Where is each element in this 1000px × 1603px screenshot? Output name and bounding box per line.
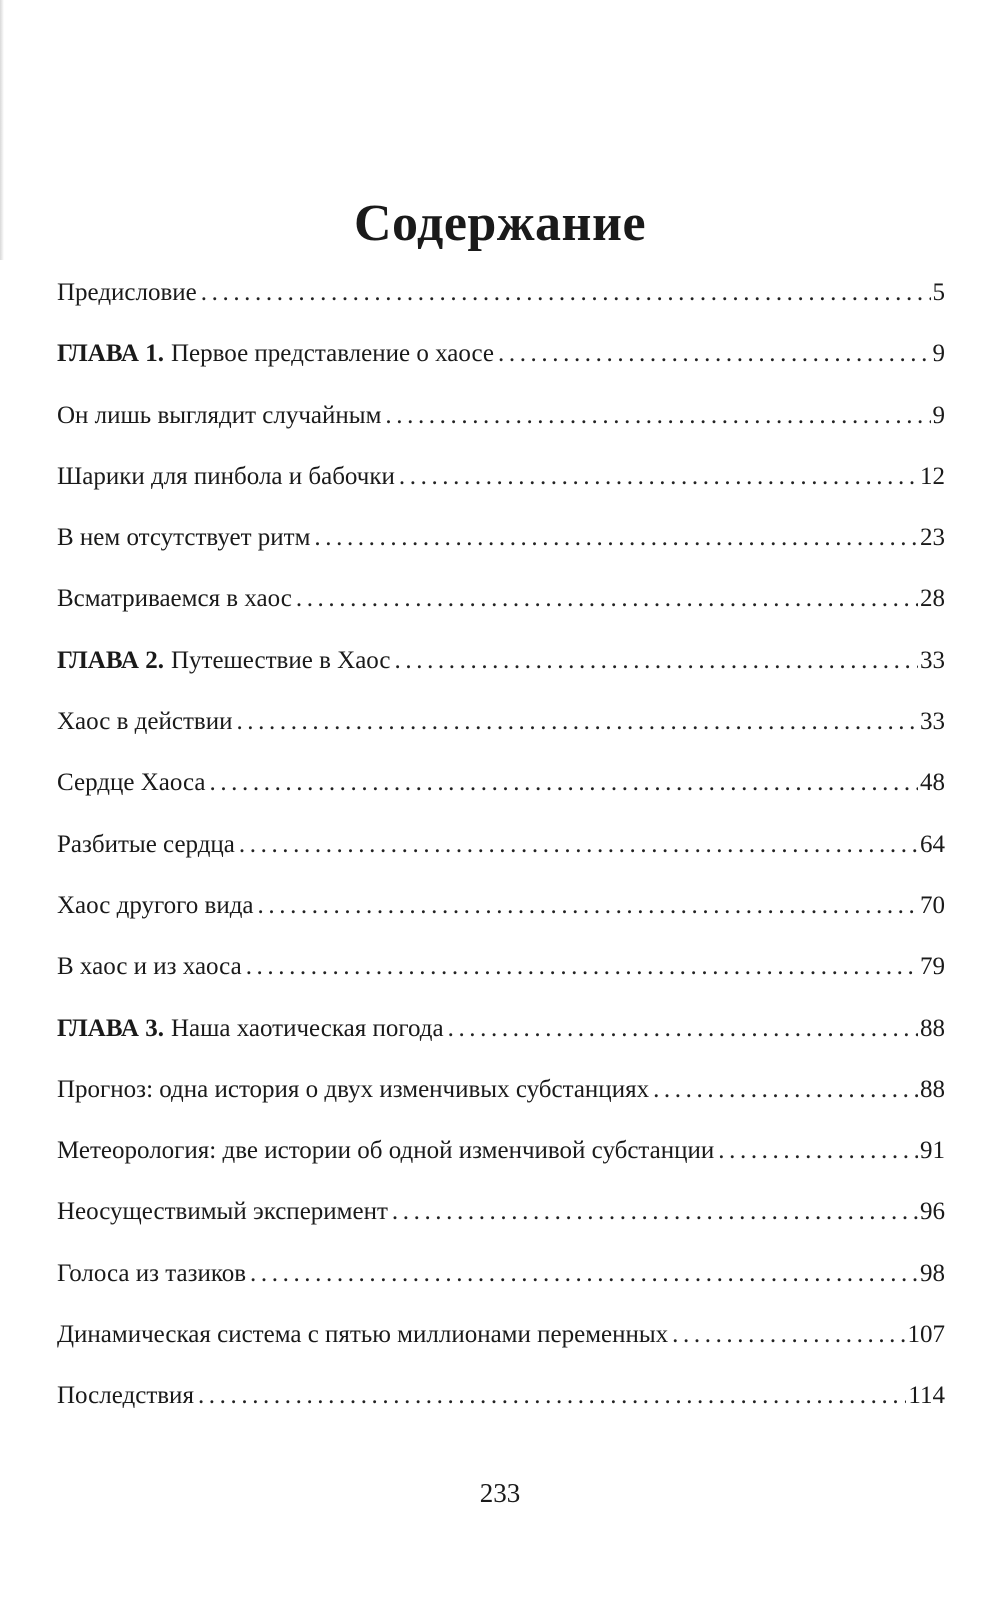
toc-entry-title: В хаос и из хаоса [57,953,242,981]
dot-leader [653,1075,918,1105]
toc-entry-title: Динамическая система с пятью миллионами переменных [57,1321,669,1349]
toc-entry-text [57,1136,714,1166]
toc-entry-text [57,1320,668,1350]
toc-entry[interactable] [57,1381,945,1442]
toc-entry[interactable] [57,462,945,523]
toc-page-number: 96 [920,1198,945,1226]
page-folio-number: 233 [479,1478,521,1508]
toc-entry-title: Он лишь выглядит случайным [57,401,382,429]
toc-entry-title: Последствия [57,1382,194,1410]
toc-page-number: 107 [907,1321,945,1349]
dot-leader [314,523,918,553]
dot-leader [296,584,918,614]
toc-entry[interactable] [57,1197,945,1258]
toc-page-number: 12 [920,462,945,490]
toc-entry-title: Сердце Хаоса [57,769,206,797]
toc-entry[interactable] [57,952,945,1013]
toc-page-number: 88 [920,1014,945,1042]
dot-leader [250,1259,918,1289]
toc-page-number: 64 [920,830,945,858]
dot-leader [239,830,918,860]
table-of-contents [57,278,945,1443]
toc-entry-title: Разбитые сердца [57,830,235,858]
toc-entry[interactable] [57,278,945,339]
chapter-label: ГЛАВА 3. [57,1014,164,1042]
toc-page-number: 114 [908,1382,945,1410]
dot-leader [258,891,918,921]
toc-entry-title: Путешествие в Хаос [170,646,391,674]
toc-entry-text [57,1381,194,1411]
toc-entry[interactable] [57,1320,945,1381]
toc-entry-title: Первое представление о хаосе [170,340,494,368]
toc-entry[interactable] [57,523,945,584]
chapter-label: ГЛАВА 1. [57,340,164,368]
toc-page-number: 79 [920,953,945,981]
toc-page-number: 28 [920,585,945,613]
toc-chapter-entry[interactable] [57,1014,945,1075]
toc-chapter-entry[interactable] [57,339,945,400]
toc-entry-text [57,1259,246,1289]
toc-entry-text [57,1014,444,1044]
toc-entry[interactable] [57,401,945,462]
toc-entry-text [57,1197,388,1227]
toc-entry[interactable] [57,1136,945,1197]
toc-entry-title: Предисловие [57,279,197,306]
toc-entry-text [57,523,310,553]
page-title: Содержание [353,194,647,252]
toc-entry[interactable] [57,891,945,952]
toc-entry-title: Неосуществимый эксперимент [57,1198,388,1226]
toc-entry[interactable] [57,830,945,891]
toc-entry[interactable] [57,768,945,829]
toc-page-number: 48 [920,769,945,797]
dot-leader [718,1136,918,1166]
toc-entry-text [57,278,197,308]
toc-page-number: 9 [932,401,945,429]
toc-entry-text [57,891,254,921]
toc-entry-title: Наша хаотическая погода [170,1014,444,1042]
toc-entry-text [57,462,395,492]
toc-page-number: 98 [920,1259,945,1287]
dot-leader [399,462,918,492]
dot-leader [198,1381,906,1411]
dot-leader [385,401,930,431]
toc-page-number: 70 [920,891,945,919]
toc-entry-text [57,768,205,798]
toc-entry-title: Шарики для пинбола и бабочки [57,462,395,490]
toc-page-number: 88 [920,1075,945,1103]
toc-entry[interactable] [57,1259,945,1320]
dot-leader [209,768,918,798]
toc-page-number: 33 [920,646,945,674]
toc-entry-text [57,401,381,431]
toc-entry-title: Метеорология: две истории об одной изменчивой субстанции [57,1137,715,1165]
toc-page-number: 5 [932,279,945,306]
toc-page-number: 9 [932,340,945,368]
dot-leader [246,952,918,982]
toc-entry-text [57,1075,649,1105]
toc-entry-text [57,830,235,860]
toc-entry-title: В нем отсутствует ритм [57,524,311,552]
dot-leader [395,646,918,676]
dot-leader [201,278,931,308]
toc-entry-title: Всматриваемся в хаос [57,585,292,613]
dot-leader [498,339,931,369]
toc-entry[interactable] [57,1075,945,1136]
toc-entry-text [57,707,232,737]
dot-leader [236,707,918,737]
toc-entry-title: Хаос другого вида [57,891,254,919]
dot-leader [672,1320,905,1350]
toc-entry-text [57,339,494,369]
toc-entry-title: Прогноз: одна история о двух изменчивых субстанциях [57,1075,650,1103]
toc-entry[interactable] [57,707,945,768]
toc-entry[interactable] [57,584,945,645]
dot-leader [448,1014,918,1044]
toc-page-number: 23 [920,524,945,552]
chapter-label: ГЛАВА 2. [57,646,164,674]
toc-entry-text [57,646,391,676]
toc-chapter-entry[interactable] [57,646,945,707]
dot-leader [392,1197,918,1227]
toc-entry-text [57,952,242,982]
toc-entry-text [57,584,292,614]
toc-entry-title: Хаос в действии [57,708,233,736]
toc-page-number: 33 [920,708,945,736]
toc-page-number: 91 [920,1137,945,1165]
toc-entry-title: Голоса из тазиков [57,1259,247,1287]
